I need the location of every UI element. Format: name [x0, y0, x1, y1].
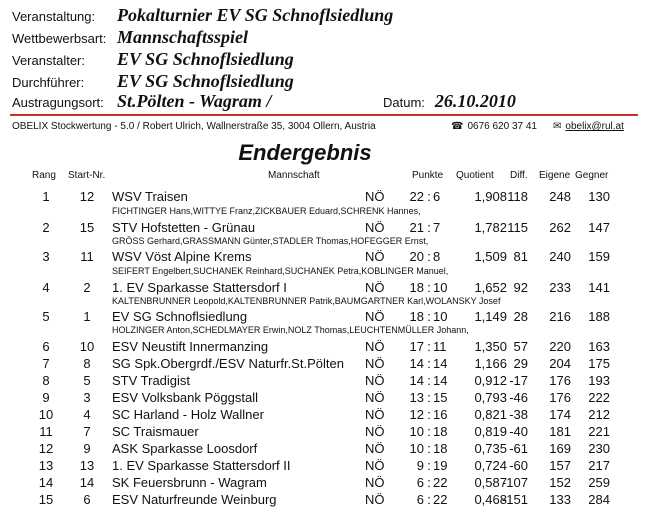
- table-row: [0, 424, 650, 442]
- header-value: St.Pölten - Wagram /: [117, 91, 272, 111]
- points-lost-cell: 22: [433, 475, 448, 490]
- quotient-cell: 1,782: [474, 220, 507, 235]
- team-name-cell: STV Tradigist: [112, 373, 191, 388]
- points-separator: :: [427, 220, 431, 235]
- start-number-cell: 4: [83, 407, 91, 422]
- rank-cell: 10: [38, 407, 54, 422]
- rank-cell: 11: [39, 424, 53, 439]
- rank-cell: 7: [42, 356, 50, 371]
- points-lost-cell: 6: [433, 189, 441, 204]
- start-number-cell: 11: [80, 249, 94, 264]
- col-diff: Diff.: [510, 170, 528, 181]
- points-separator: :: [427, 280, 431, 295]
- points-lost-cell: 14: [433, 373, 448, 388]
- table-row: [0, 373, 650, 391]
- points-separator: :: [427, 249, 431, 264]
- player-list: FICHTINGER Hans,WITTYE Franz,ZICKBAUER Eduard,SCHRENK Hannes,: [112, 206, 421, 216]
- region-cell: NÖ: [365, 189, 385, 204]
- points-won-cell: 10: [409, 441, 424, 456]
- start-number-cell: 14: [79, 475, 95, 490]
- points-separator: :: [427, 373, 431, 388]
- header-label: Austragungsort:: [12, 95, 104, 110]
- difference-cell: 92: [513, 280, 528, 295]
- points-won-cell: 14: [409, 356, 424, 371]
- difference-cell: -40: [509, 424, 528, 439]
- difference-cell: 115: [507, 220, 528, 235]
- header-row-austragungsort: [12, 91, 271, 113]
- header-row-veranstaltung: [12, 5, 393, 27]
- datum: [383, 91, 516, 112]
- points-won-cell: 12: [409, 407, 424, 422]
- region-cell: NÖ: [365, 373, 385, 388]
- phone-number: 0676 620 37 41: [467, 121, 537, 132]
- points-separator: :: [427, 339, 431, 354]
- start-number-cell: 5: [83, 373, 91, 388]
- header-value: Mannschaftsspiel: [117, 27, 249, 47]
- header-label: Durchführer:: [12, 75, 85, 90]
- points-separator: :: [427, 458, 431, 473]
- points-won-cell: 6: [416, 475, 424, 490]
- quotient-cell: 0,819: [474, 424, 507, 439]
- difference-cell: -60: [509, 458, 528, 473]
- col-quotient: Quotient: [456, 170, 494, 181]
- opponent-score-cell: 259: [588, 475, 610, 490]
- points-lost-cell: 15: [433, 390, 448, 405]
- points-won-cell: 18: [409, 309, 424, 324]
- region-cell: NÖ: [365, 458, 385, 473]
- points-won-cell: 20: [409, 249, 424, 264]
- own-score-cell: 176: [549, 373, 571, 388]
- quotient-cell: 0,468: [474, 492, 507, 507]
- team-name-cell: STV Hofstetten - Grünau: [112, 220, 256, 235]
- points-lost-cell: 19: [433, 458, 448, 473]
- start-number-cell: 9: [83, 441, 91, 456]
- difference-cell: 81: [513, 249, 528, 264]
- start-number-cell: 3: [83, 390, 91, 405]
- difference-cell: -46: [509, 390, 528, 405]
- points-separator: :: [427, 475, 431, 490]
- points-lost-cell: 18: [433, 424, 448, 439]
- header-row-wettbewerbsart: [12, 27, 248, 49]
- quotient-cell: 1,166: [474, 356, 507, 371]
- points-won-cell: 13: [409, 390, 424, 405]
- header-label: Wettbewerbsart:: [12, 31, 107, 46]
- region-cell: NÖ: [365, 339, 385, 354]
- points-separator: :: [427, 424, 431, 439]
- rank-cell: 13: [38, 458, 54, 473]
- rank-cell: 4: [42, 280, 50, 295]
- opponent-score-cell: 222: [588, 390, 610, 405]
- start-number-cell: 1: [83, 309, 91, 324]
- team-name-cell: ESV Volksbank Pöggstall: [112, 390, 258, 405]
- header-value: EV SG Schnoflsiedlung: [117, 49, 294, 69]
- envelope-icon: ✉: [553, 121, 562, 132]
- points-won-cell: 18: [409, 280, 424, 295]
- table-row: [0, 249, 650, 267]
- quotient-cell: 0,912: [474, 373, 507, 388]
- points-won-cell: 10: [409, 424, 424, 439]
- opponent-score-cell: 217: [588, 458, 610, 473]
- header-value: EV SG Schnoflsiedlung: [117, 71, 294, 91]
- team-name-cell: 1. EV Sparkasse Stattersdorf II: [112, 458, 291, 473]
- own-score-cell: 220: [549, 339, 571, 354]
- own-score-cell: 174: [549, 407, 571, 422]
- region-cell: NÖ: [365, 280, 385, 295]
- points-lost-cell: 8: [433, 249, 441, 264]
- team-name-cell: SC Traismauer: [112, 424, 199, 439]
- points-won-cell: 6: [416, 492, 424, 507]
- table-row: [0, 189, 650, 207]
- quotient-cell: 0,735: [474, 441, 507, 456]
- points-lost-cell: 11: [433, 339, 447, 354]
- region-cell: NÖ: [365, 220, 385, 235]
- own-score-cell: 233: [549, 280, 571, 295]
- quotient-cell: 1,350: [474, 339, 507, 354]
- team-name-cell: SG Spk.Obergrdf./ESV Naturfr.St.Pölten: [112, 356, 344, 371]
- team-name-cell: WSV Traisen: [112, 189, 188, 204]
- table-row: [0, 492, 650, 510]
- player-list: SEIFERT Engelbert,SUCHANEK Reinhard,SUCHANEK Petra,KOBLINGER Manuel,: [112, 266, 449, 276]
- difference-cell: -107: [501, 475, 528, 490]
- quotient-cell: 1,149: [474, 309, 507, 324]
- points-won-cell: 17: [409, 339, 424, 354]
- start-number-cell: 2: [83, 280, 91, 295]
- difference-cell: -151: [501, 492, 528, 507]
- points-separator: :: [427, 441, 431, 456]
- start-number-cell: 8: [83, 356, 91, 371]
- points-won-cell: 22: [409, 189, 424, 204]
- player-list: KALTENBRUNNER Leopold,KALTENBRUNNER Patrik,BAUMGARTNER Karl,WOLANSKY Josef: [112, 296, 501, 306]
- start-number-cell: 7: [83, 424, 91, 439]
- team-name-cell: SC Harland - Holz Wallner: [112, 407, 264, 422]
- points-separator: :: [427, 492, 431, 507]
- difference-cell: 28: [513, 309, 528, 324]
- rank-cell: 3: [42, 249, 50, 264]
- table-row: [0, 356, 650, 374]
- player-list: GRÖSS Gerhard,GRASSMANN Günter,STADLER Thomas,HOFEGGER Ernst,: [112, 236, 429, 246]
- team-name-cell: ESV Naturfreunde Weinburg: [112, 492, 277, 507]
- table-row: [0, 475, 650, 493]
- datum-label: Datum:: [383, 95, 425, 110]
- table-row: [0, 441, 650, 459]
- email-link[interactable]: obelix@rul.at: [565, 121, 624, 132]
- quotient-cell: 0,724: [474, 458, 507, 473]
- own-score-cell: 169: [549, 441, 571, 456]
- region-cell: NÖ: [365, 441, 385, 456]
- team-name-cell: ASK Sparkasse Loosdorf: [112, 441, 258, 456]
- points-lost-cell: 10: [433, 309, 448, 324]
- start-number-cell: 12: [79, 189, 95, 204]
- rank-cell: 15: [38, 492, 54, 507]
- opponent-score-cell: 221: [588, 424, 610, 439]
- points-won-cell: 14: [409, 373, 424, 388]
- rank-cell: 9: [42, 390, 50, 405]
- own-score-cell: 133: [549, 492, 571, 507]
- points-lost-cell: 16: [433, 407, 448, 422]
- player-list: HOLZINGER Anton,SCHEDLMAYER Erwin,NOLZ Thomas,LEUCHTENMÜLLER Johann,: [112, 325, 469, 335]
- difference-cell: 29: [513, 356, 528, 371]
- col-start: Start-Nr.: [68, 170, 106, 181]
- col-gegner: Gegner: [575, 170, 609, 181]
- header-value: Pokalturnier EV SG Schnoflsiedlung: [117, 5, 394, 25]
- difference-cell: -17: [509, 373, 528, 388]
- col-rang: Rang: [32, 170, 56, 181]
- opponent-score-cell: 147: [588, 220, 610, 235]
- start-number-cell: 13: [79, 458, 95, 473]
- page-title: Endergebnis: [238, 140, 372, 165]
- quotient-cell: 1,509: [474, 249, 507, 264]
- points-separator: :: [427, 309, 431, 324]
- header-label: Veranstaltung:: [12, 9, 96, 24]
- col-punkte: Punkte: [412, 170, 444, 181]
- software-info: OBELIX Stockwertung - 5.0 / Robert Ulrich, Wallnerstraße 35, 3004 Ollern, Austria: [12, 121, 376, 132]
- opponent-score-cell: 188: [588, 309, 610, 324]
- rank-cell: 5: [42, 309, 50, 324]
- rank-cell: 8: [42, 373, 50, 388]
- difference-cell: 57: [513, 339, 528, 354]
- phone-icon: ☎: [451, 121, 464, 132]
- opponent-score-cell: 212: [588, 407, 610, 422]
- table-row: [0, 339, 650, 357]
- points-won-cell: 9: [416, 458, 424, 473]
- datum-value: 26.10.2010: [434, 91, 516, 111]
- rank-cell: 2: [42, 220, 50, 235]
- own-score-cell: 204: [549, 356, 571, 371]
- own-score-cell: 152: [549, 475, 571, 490]
- start-number-cell: 15: [79, 220, 95, 235]
- rank-cell: 1: [42, 189, 50, 204]
- own-score-cell: 157: [549, 458, 571, 473]
- quotient-cell: 1,652: [474, 280, 507, 295]
- own-score-cell: 240: [549, 249, 571, 264]
- table-row: [0, 390, 650, 408]
- quotient-cell: 0,587: [474, 475, 507, 490]
- points-lost-cell: 10: [433, 280, 448, 295]
- rank-cell: 14: [38, 475, 54, 490]
- opponent-score-cell: 230: [588, 441, 610, 456]
- region-cell: NÖ: [365, 424, 385, 439]
- quotient-cell: 1,908: [474, 189, 507, 204]
- team-name-cell: ESV Neustift Innermanzing: [112, 339, 269, 354]
- header-row-durchfuehrer: [12, 71, 294, 93]
- points-lost-cell: 18: [433, 441, 448, 456]
- region-cell: NÖ: [365, 407, 385, 422]
- col-name: Mannschaft: [268, 170, 320, 181]
- points-won-cell: 21: [409, 220, 424, 235]
- table-row: [0, 458, 650, 476]
- phone-info: [451, 121, 537, 132]
- region-cell: NÖ: [365, 475, 385, 490]
- opponent-score-cell: 130: [588, 189, 610, 204]
- region-cell: NÖ: [365, 492, 385, 507]
- points-lost-cell: 14: [433, 356, 448, 371]
- team-name-cell: 1. EV Sparkasse Stattersdorf I: [112, 280, 287, 295]
- team-name-cell: EV SG Schnoflsiedlung: [112, 309, 248, 324]
- points-lost-cell: 7: [433, 220, 441, 235]
- points-separator: :: [427, 390, 431, 405]
- team-name-cell: SK Feuersbrunn - Wagram: [112, 475, 267, 490]
- header-divider: [10, 114, 638, 116]
- points-separator: :: [427, 407, 431, 422]
- header-row-veranstalter: [12, 49, 294, 71]
- quotient-cell: 0,821: [474, 407, 507, 422]
- opponent-score-cell: 163: [588, 339, 610, 354]
- opponent-score-cell: 193: [588, 373, 610, 388]
- start-number-cell: 6: [83, 492, 91, 507]
- col-eigene: Eigene: [539, 170, 571, 181]
- rank-cell: 12: [38, 441, 54, 456]
- own-score-cell: 176: [549, 390, 571, 405]
- region-cell: NÖ: [365, 390, 385, 405]
- own-score-cell: 248: [549, 189, 571, 204]
- points-separator: :: [427, 356, 431, 371]
- region-cell: NÖ: [365, 309, 385, 324]
- region-cell: NÖ: [365, 356, 385, 371]
- region-cell: NÖ: [365, 249, 385, 264]
- points-lost-cell: 22: [433, 492, 448, 507]
- own-score-cell: 216: [549, 309, 571, 324]
- difference-cell: -61: [509, 441, 528, 456]
- header-label: Veranstalter:: [12, 53, 85, 68]
- opponent-score-cell: 284: [588, 492, 610, 507]
- difference-cell: 118: [507, 189, 528, 204]
- points-separator: :: [427, 189, 431, 204]
- opponent-score-cell: 141: [588, 280, 610, 295]
- opponent-score-cell: 175: [588, 356, 610, 371]
- start-number-cell: 10: [79, 339, 95, 354]
- team-name-cell: WSV Vöst Alpine Krems: [112, 249, 252, 264]
- table-row: [0, 407, 650, 425]
- difference-cell: -38: [509, 407, 528, 422]
- own-score-cell: 262: [549, 220, 571, 235]
- own-score-cell: 181: [549, 424, 571, 439]
- email-info: [553, 121, 624, 132]
- rank-cell: 6: [42, 339, 50, 354]
- opponent-score-cell: 159: [588, 249, 610, 264]
- quotient-cell: 0,793: [474, 390, 507, 405]
